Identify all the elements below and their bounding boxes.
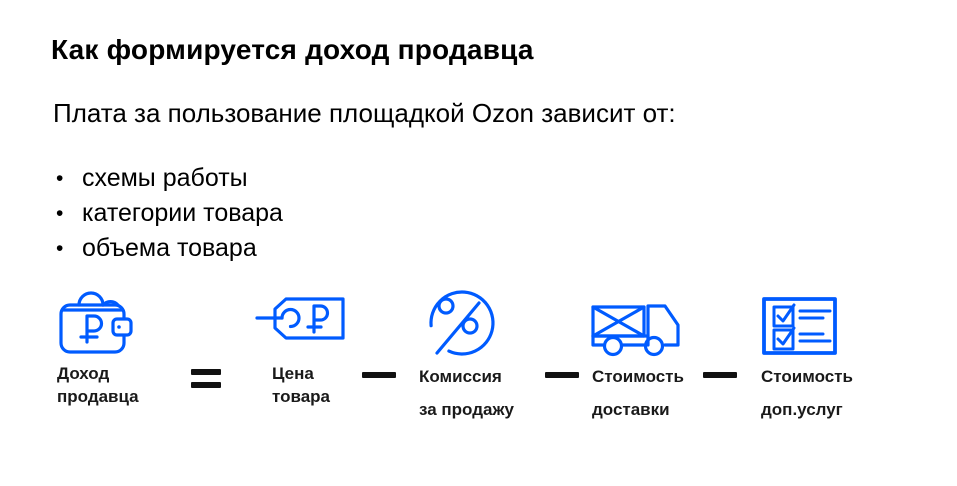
minus-operator [362, 372, 396, 378]
bullet-icon: • [56, 237, 64, 260]
list-item [56, 161, 283, 196]
bullet-icon: • [56, 167, 64, 190]
price-tag-ruble-icon [255, 296, 345, 342]
formula-label-sales-commission: Комиссия за продажу [419, 367, 514, 419]
page-title: Как формируется доход продавца [51, 34, 534, 65]
equals-bar [191, 369, 221, 375]
bullet-list [56, 161, 283, 266]
equals-bar [191, 382, 221, 388]
list-item [56, 231, 283, 266]
formula-label-delivery-cost: Стоимость доставки [592, 367, 684, 419]
wallet-ruble-icon [59, 290, 137, 354]
percent-circle-icon [426, 286, 498, 360]
subtitle: Плата за пользование площадкой Ozon зависит от: [53, 98, 676, 128]
checklist-icon [762, 295, 838, 357]
formula-label-product-price: Цена товара [272, 364, 331, 406]
minus-operator [703, 372, 737, 378]
bullet-icon: • [56, 202, 64, 225]
equals-operator [191, 369, 221, 388]
minus-bar [545, 372, 579, 378]
bullet-text: схемы работы [82, 164, 248, 192]
formula-label-seller-income: Доход продавца [57, 364, 139, 406]
bullet-text: объема товара [82, 234, 257, 262]
minus-operator [545, 372, 579, 378]
list-item [56, 196, 283, 231]
minus-bar [362, 372, 396, 378]
delivery-truck-icon [591, 299, 691, 361]
formula-label-extra-services-cost: Стоимость доп.услуг [761, 367, 853, 419]
bullet-text: категории товара [82, 199, 283, 227]
minus-bar [703, 372, 737, 378]
